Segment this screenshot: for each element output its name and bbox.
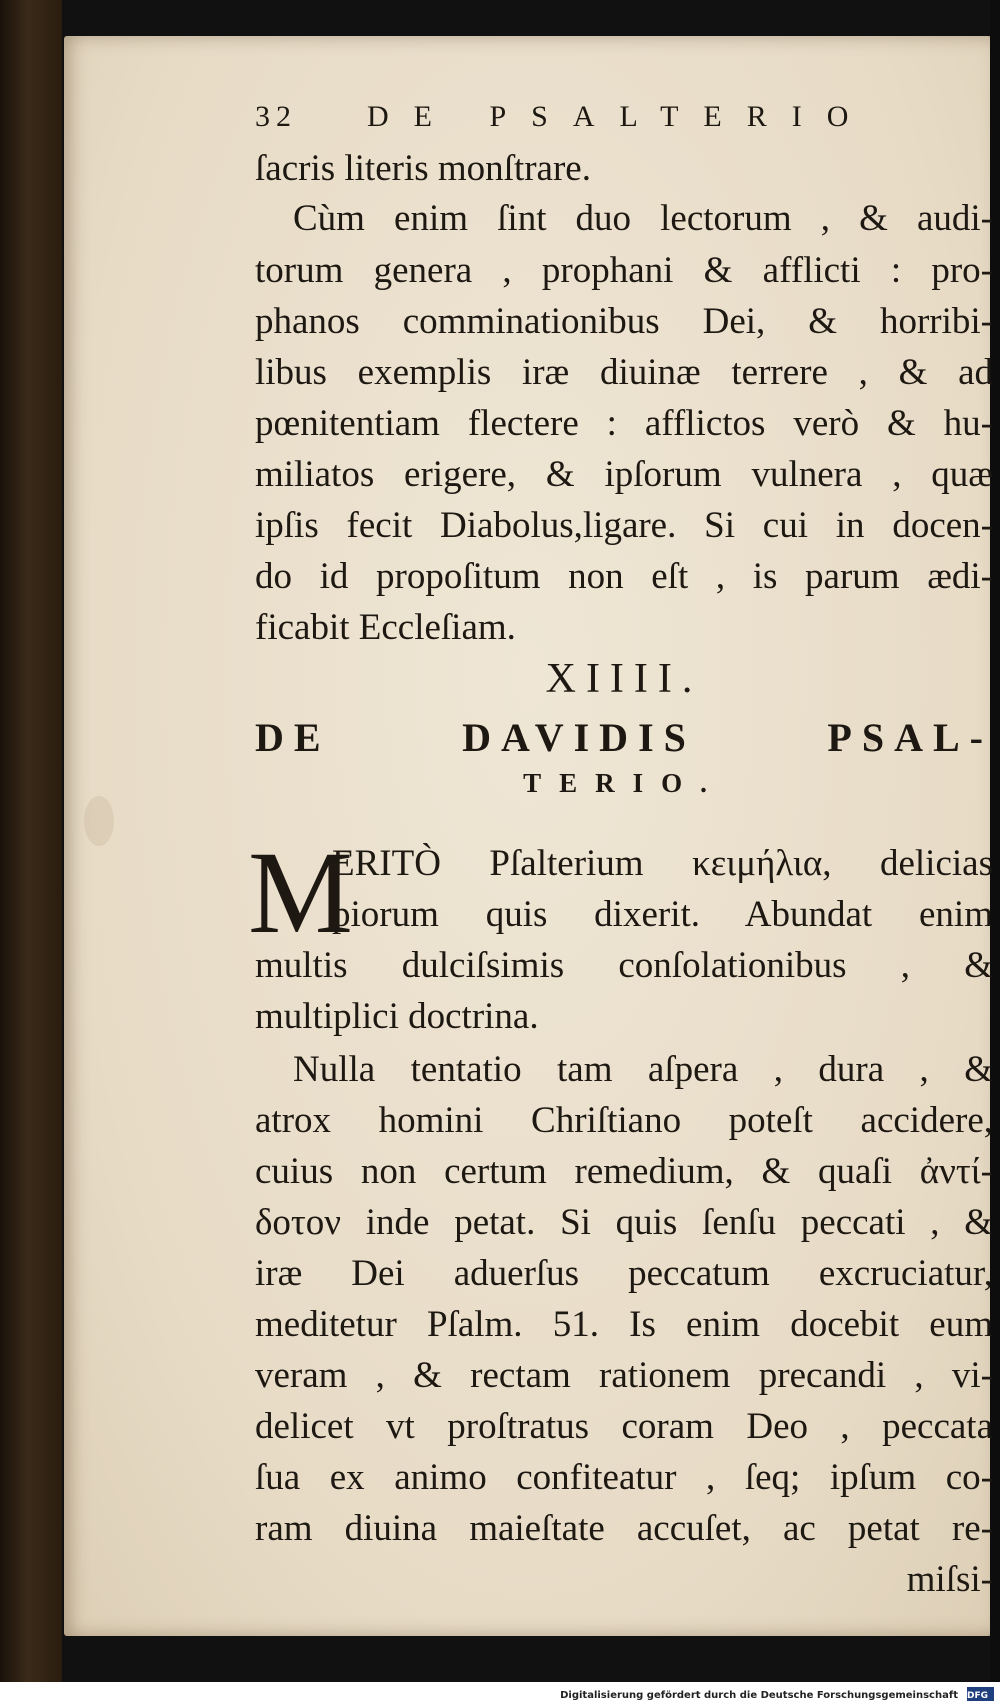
text-line: pœnitentiam flectere : afflictos verò & hu- (255, 403, 993, 444)
text-line: iræ Dei aduerſus peccatum excruciatur, (255, 1253, 993, 1294)
section-number: XIIII. (545, 656, 703, 702)
text-line: Cùm enim ſint duo lectorum , & audi- (293, 198, 993, 239)
text-line: ſacris literis monſtrare. (255, 148, 591, 189)
text-line: ERITÒ Pſalterium κειμήλια, delicias (332, 843, 993, 884)
text-line: miſsi- (906, 1559, 993, 1600)
text-line: atrox homini Chriſtiano poteſt accidere, (255, 1100, 993, 1141)
section-title-continued: TERIO. (523, 768, 725, 798)
section-title: DE DAVIDIS PSAL- (255, 715, 993, 760)
text-line: libus exemplis iræ diuinæ terrere , & ad (255, 352, 993, 393)
text-line: multiplici doctrina. (255, 996, 539, 1037)
text-line: cuius non certum remedium, & quaſi ἀντί- (255, 1151, 993, 1192)
text-line: ficabit Eccleſiam. (255, 607, 516, 648)
dfg-logo: DFG (967, 1687, 994, 1701)
footer-text (560, 1682, 1000, 1701)
text-line: ipſis fecit Diabolus,ligare. Si cui in docen- (255, 505, 993, 546)
running-title: DE PSALTERIO (367, 100, 874, 133)
text-line: do id propoſitum non eſt , is parum ædi- (255, 556, 993, 597)
text-line: multis dulciſsimis conſolationibus , & (255, 945, 993, 986)
text-line: veram , & rectam rationem precandi , vi- (255, 1355, 993, 1396)
text-line: ſua ex animo confiteatur , ſeq; ipſum co- (255, 1457, 993, 1498)
footer-credit: Digitalisierung gefördert durch die Deutsche Forschungsgemeinschaft (560, 1690, 958, 1701)
text-line: miliatos erigere, & ipſorum vulnera , quæ (255, 454, 993, 495)
text-line: δοτον inde petat. Si quis ſenſu peccati , & (255, 1202, 993, 1243)
text-line: ram diuina maieſtate accuſet, ac petat re- (255, 1508, 993, 1549)
text-line: delicet vt proſtratus coram Deo , peccata (255, 1406, 993, 1447)
text-line: piorum quis dixerit. Abundat enim (332, 894, 993, 935)
text-line: phanos comminationibus Dei, & horribi- (255, 301, 993, 342)
digitization-footer (0, 1682, 1000, 1702)
running-header (255, 100, 990, 140)
page-number: 32 (255, 100, 297, 133)
page-stain (84, 796, 114, 846)
book-spine (0, 0, 62, 1702)
text-line: torum genera , prophani & afflicti : pro- (255, 250, 993, 291)
text-line: Nulla tentatio tam aſpera , dura , & (293, 1049, 993, 1090)
drop-cap: M (248, 827, 353, 958)
text-line: meditetur Pſalm. 51. Is enim docebit eum (255, 1304, 993, 1345)
